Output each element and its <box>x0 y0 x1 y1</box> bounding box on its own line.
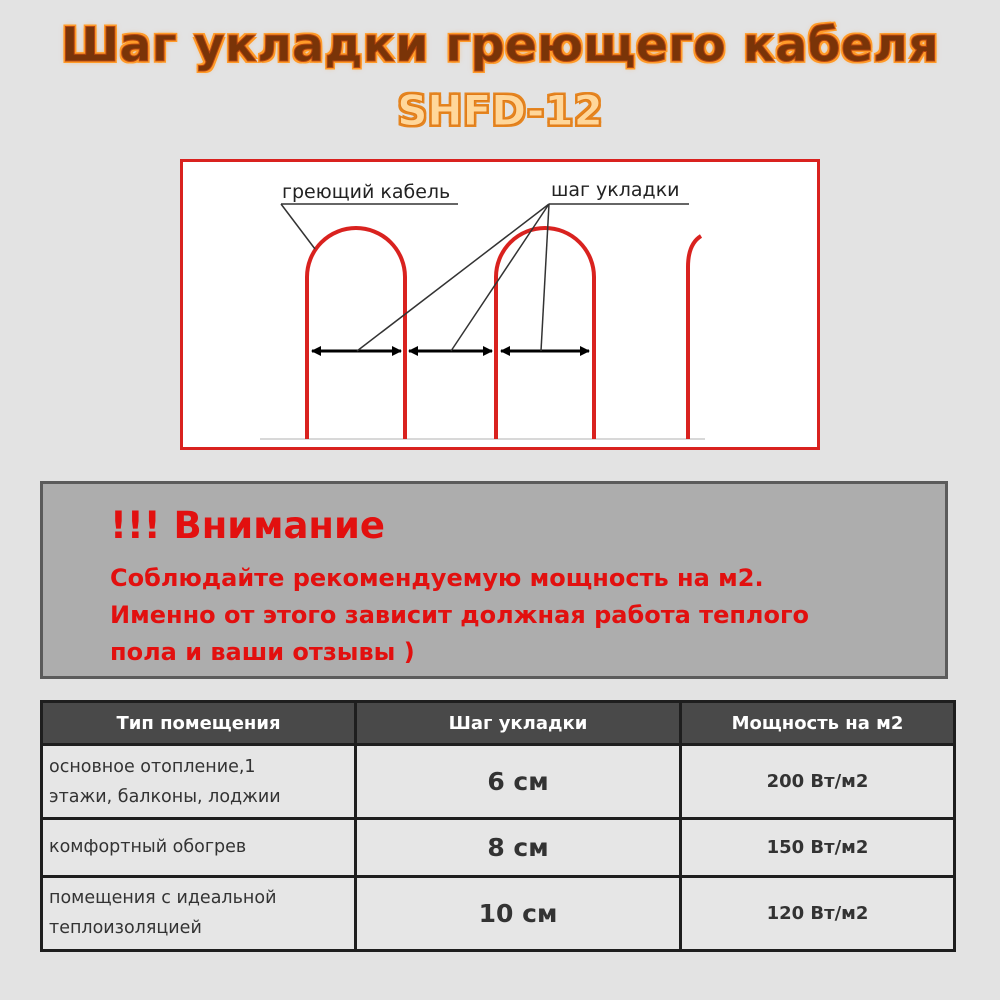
room-type-line: помещения с идеальной <box>49 888 277 909</box>
cable-label: греющий кабель <box>282 181 451 203</box>
power-cell: 200 Вт/м2 <box>682 746 953 817</box>
diagram-svg <box>183 162 817 447</box>
table-row <box>43 820 953 874</box>
room-type-cell <box>43 878 354 949</box>
column-header-power: Мощность на м2 <box>682 703 953 743</box>
step-leader-1 <box>357 204 549 351</box>
column-header-step: Шаг укладки <box>357 703 679 743</box>
cable-loop-3 <box>688 236 701 439</box>
room-type-line: этажи, балконы, лоджии <box>49 786 281 807</box>
power-cell: 120 Вт/м2 <box>682 878 953 949</box>
spec-table <box>40 700 956 952</box>
room-type-cell <box>43 820 354 874</box>
room-type-line: теплоизоляцией <box>49 918 202 939</box>
column-header-room-type: Тип помещения <box>43 703 354 743</box>
page-title: Шаг укладки греющего кабеля <box>61 18 939 73</box>
cable-loop-1 <box>307 228 405 439</box>
step-cell: 8 см <box>357 820 679 874</box>
warning-box <box>40 481 948 679</box>
room-type-cell <box>43 746 354 817</box>
table-row <box>43 878 953 949</box>
step-label: шаг укладки <box>551 179 680 201</box>
warning-title: !!! Внимание <box>110 504 385 547</box>
room-type-line: комфортный обогрев <box>49 837 247 858</box>
table-row <box>43 746 953 817</box>
model-name: SHFD-12 <box>397 86 603 135</box>
warning-line: пола и ваши отзывы ) <box>110 638 415 666</box>
warning-text <box>110 560 930 671</box>
power-cell: 150 Вт/м2 <box>682 820 953 874</box>
step-cell: 10 см <box>357 878 679 949</box>
warning-line: Соблюдайте рекомендуемую мощность на м2. <box>110 564 764 592</box>
warning-line: Именно от этого зависит должная работа теплого <box>110 601 810 629</box>
step-leader-2 <box>451 204 549 351</box>
cable-label-leader <box>281 204 315 249</box>
cable-loop-2 <box>496 228 594 439</box>
step-cell: 6 см <box>357 746 679 817</box>
room-type-line: основное отопление,1 <box>49 756 256 777</box>
cable-layout-diagram <box>180 159 820 450</box>
table-header-row <box>43 703 953 743</box>
